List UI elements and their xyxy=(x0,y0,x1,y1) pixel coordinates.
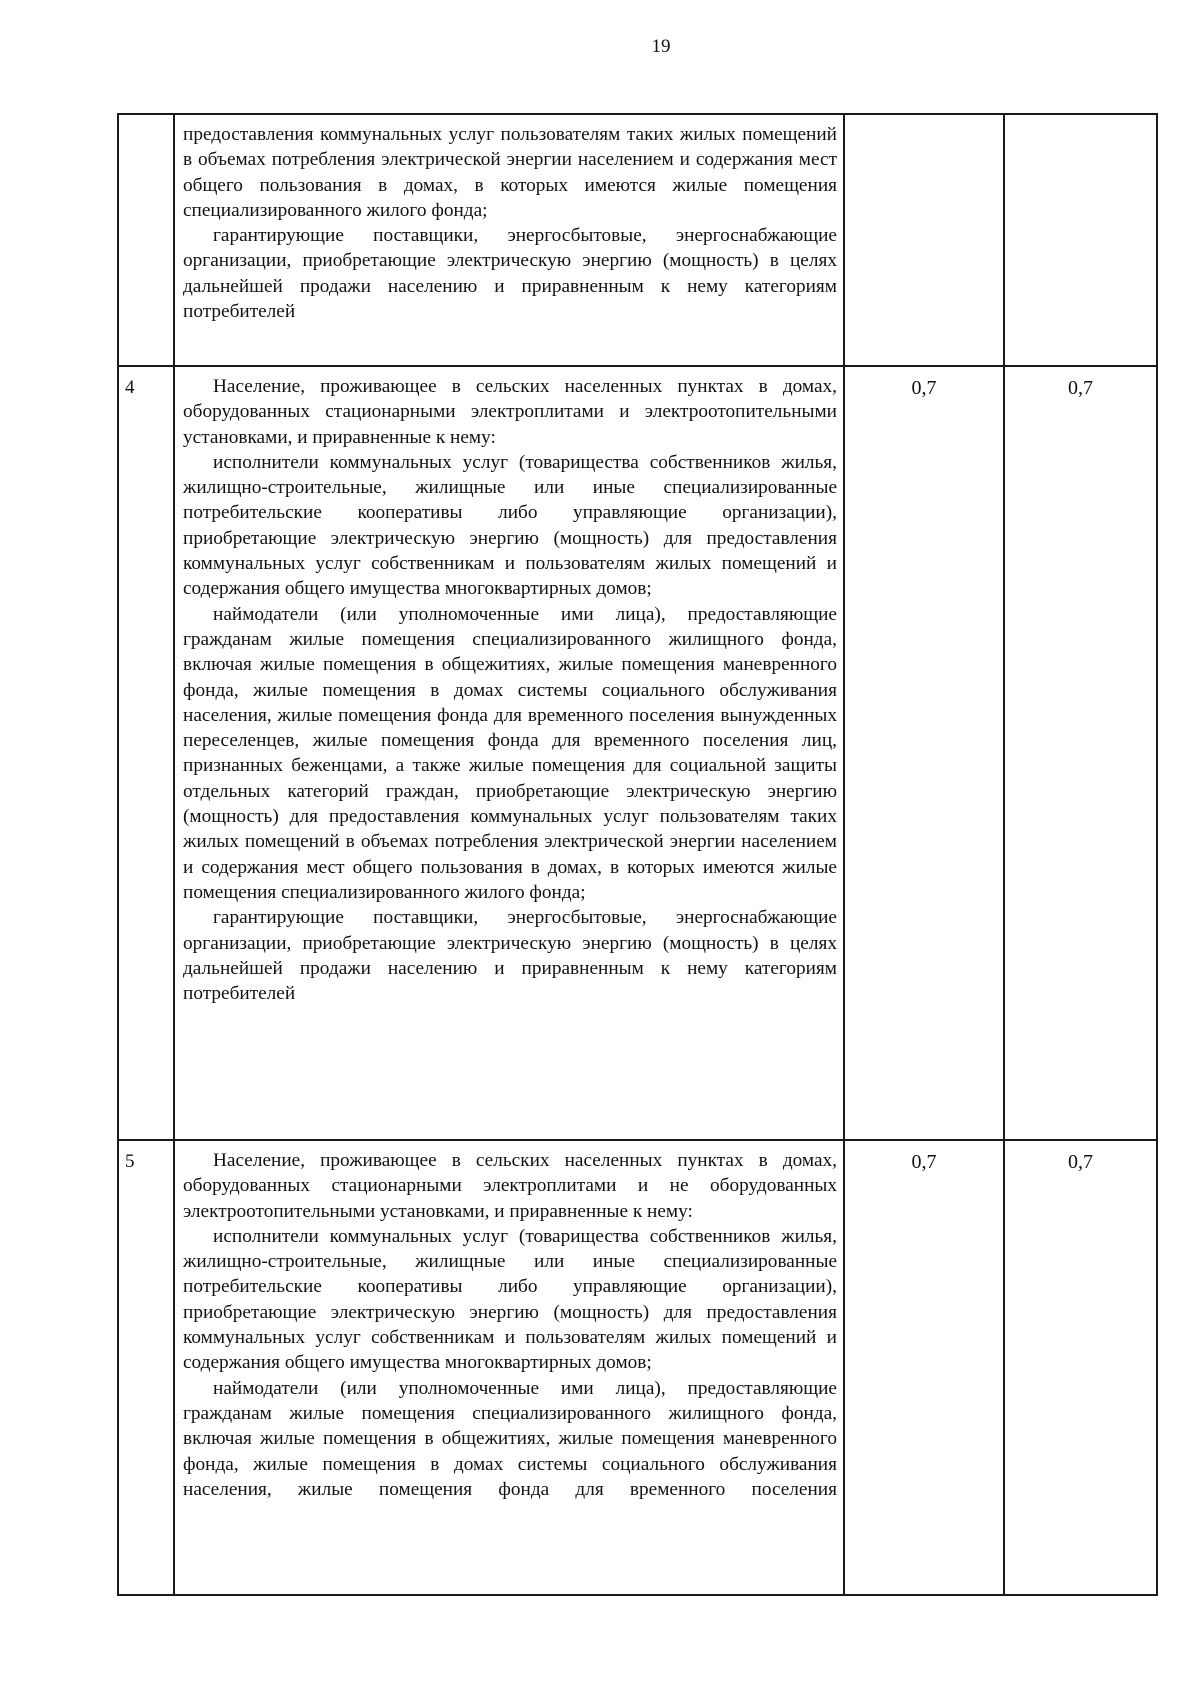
table-row xyxy=(118,1140,1157,1595)
paragraph: предоставления коммунальных услуг пользователям таких жилых помещений в объемах потребления электрической энергии населением и содержания мест общего пользования в домах, в которых имеются жилые помещения специализированного жилого фонда; xyxy=(183,124,837,221)
paragraph: наймодатели (или уполномоченные ими лица), предоставляющие гражданам жилые помещения специализированного жилищного фонда, включая жилые помещения в общежитиях, жилые помещения маневренного фонда, жилые помещения в домах системы социального обслуживания населения, жилые помещения фонда для временного поселения xyxy=(183,1377,837,1500)
paragraph: исполнители коммунальных услуг (товарищества собственников жилья, жилищно-строительные, жилищные или иные специализированные потребительские кооперативы либо управляющие организации), приобретающие электрическую энергию (мощность) для предоставления коммунальных услуг собственникам и пользователям жилых помещений и содержания общего имущества многоквартирных домов; xyxy=(183,1225,837,1374)
table-row xyxy=(118,366,1157,1140)
row-description xyxy=(174,366,844,1140)
paragraph: гарантирующие поставщики, энергосбытовые, энергоснабжающие организации, приобретающие электрическую энергию (мощность) в целях дальнейшей продажи населению и приравненным к нему категориям потребителей xyxy=(183,907,837,1005)
row-number: 5 xyxy=(118,1140,174,1595)
paragraph: гарантирующие поставщики, энергосбытовые, энергоснабжающие организации, приобретающие электрическую энергию (мощность) в целях дальнейшей продажи населению и приравненным к нему категориям потребителей xyxy=(183,225,837,323)
value-cell: 0,7 xyxy=(1004,1140,1157,1595)
paragraph: Население, проживающее в сельских населенных пунктах в домах, оборудованных стационарными электроплитами и электроотопительными установками, и приравненные к нему: xyxy=(183,376,837,448)
row-description xyxy=(174,114,844,366)
row-number xyxy=(118,114,174,366)
value-cell: 0,7 xyxy=(844,366,1004,1140)
page-number: 19 xyxy=(651,36,671,57)
paragraph: исполнители коммунальных услуг (товарищества собственников жилья, жилищно-строительные, жилищные или иные специализированные потребительские кооперативы либо управляющие организации), приобретающие электрическую энергию (мощность) для предоставления коммунальных услуг собственникам и пользователям жилых помещений и содержания общего имущества многоквартирных домов; xyxy=(183,451,837,600)
paragraph: Население, проживающее в сельских населенных пунктах в домах, оборудованных стационарными электроплитами и не оборудованных электроотопительными установками, и приравненные к нему: xyxy=(183,1150,837,1222)
value-cell xyxy=(844,114,1004,366)
tariff-table xyxy=(117,113,1158,1596)
table-row xyxy=(118,114,1157,366)
row-number: 4 xyxy=(118,366,174,1140)
row-description xyxy=(174,1140,844,1595)
value-cell xyxy=(1004,114,1157,366)
value-cell: 0,7 xyxy=(844,1140,1004,1595)
paragraph: наймодатели (или уполномоченные ими лица), предоставляющие гражданам жилые помещения специализированного жилищного фонда, включая жилые помещения в общежитиях, жилые помещения маневренного фонда, жилые помещения в домах системы социального обслуживания населения, жилые помещения фонда для временного поселения вынужденных переселенцев, жилые помещения фонда для временного поселения лиц, признанных беженцами, а также жилые помещения для социальной защиты отдельных категорий граждан, приобретающие электрическую энергию (мощность) для предоставления коммунальных услуг пользователям таких жилых помещений в объемах потребления электрической энергии населением и содержания мест общего пользования в домах, в которых имеются жилые помещения специализированного жилого фонда; xyxy=(183,603,837,903)
value-cell: 0,7 xyxy=(1004,366,1157,1140)
